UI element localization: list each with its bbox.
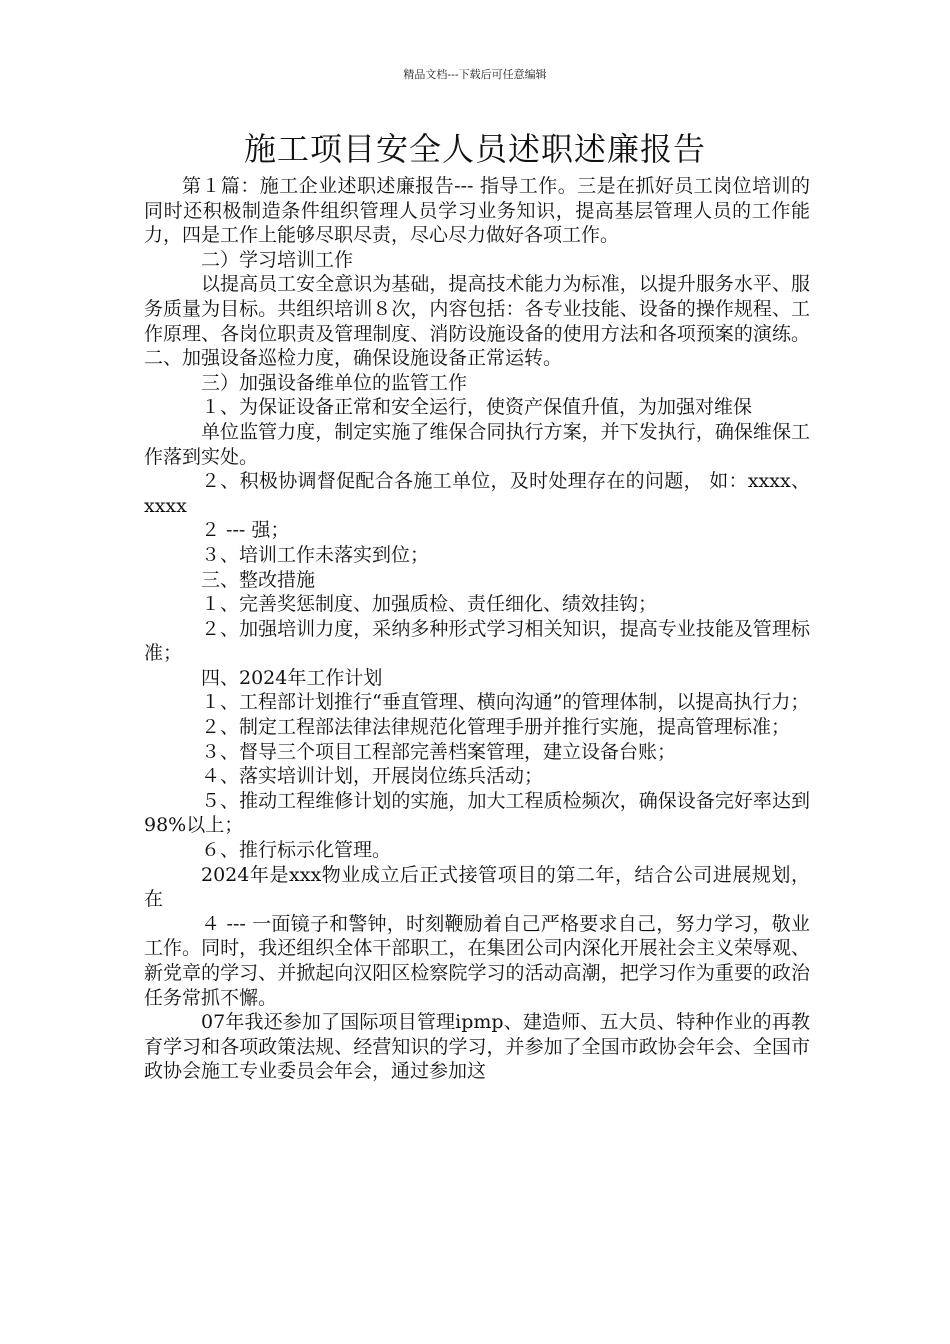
heading-plan: 四、2024年工作计划 <box>201 666 383 689</box>
paragraph-body: 2024年是xxx物业成立后正式接管项目的第二年，结合公司进展规划，在 <box>144 863 810 911</box>
paragraph-item: ５、推动工程维修计划的实施，加大工程质检频次，确保设备完好率达到98%以上； <box>144 789 810 837</box>
paragraph-item: １、完善奖惩制度、加强质检、责任细化、绩效挂钩； <box>201 593 658 616</box>
header-note: 精品文档---下载后可任意编辑 <box>403 68 547 81</box>
paragraph-item: ２ --- 强； <box>201 519 290 542</box>
document-title: 施工项目安全人员述职述廉报告 <box>243 130 706 168</box>
paragraph-item: ２、积极协调督促配合各施工单位，及时处理存在的问题， 如：xxxx、xxxx <box>144 470 810 517</box>
paragraph-intro: 第１篇：施工企业述职述廉报告--- 指导工作。三是在抓好员工岗位培训的同时还积极制造条件组织管理人员学习业务知识，提高基层管理人员的工作能力，四是工作上能够尽职尽责，尽心尽力做好各项工作。 <box>144 175 810 247</box>
paragraph-item: ２、加强培训力度，采纳多种形式学习相关知识，提高专业技能及管理标准； <box>144 617 810 665</box>
document-body <box>144 174 810 1084</box>
paragraph-item: ６、推行标示化管理。 <box>201 839 392 862</box>
paragraph-item: ３、督导三个项目工程部完善档案管理，建立设备台账； <box>201 740 677 763</box>
paragraph-item: 单位监管力度，制定实施了维保合同执行方案，并下发执行，确保维保工作落到实处。 <box>144 420 810 468</box>
heading-measures: 三、整改措施 <box>201 568 316 591</box>
paragraph-body: 07年我还参加了国际项目管理ipmp、建造师、五大员、特种作业的再教育学习和各项政策法规、经营知识的学习，并参加了全国市政协会年会、全国市政协会施工专业委员会年会，通过参加这 <box>144 1011 810 1083</box>
paragraph-item: ２、制定工程部法律法律规范化管理手册并推行实施，提高管理标准； <box>201 716 791 739</box>
paragraph-item: ４、落实培训计划，开展岗位练兵活动； <box>201 765 544 788</box>
heading-training: 二）学习培训工作 <box>201 248 354 271</box>
paragraph-item: ３、培训工作未落实到位； <box>201 543 430 566</box>
paragraph-body: ４ --- 一面镜子和警钟，时刻鞭励着自己严格要求自己，努力学习，敬业工作。同时，我还组织全体干部职工，在集团公司内深化开展社会主义荣辱观、新党章的学习、并掀起向汉阳区检察院学习的活动高潮，把学习作为重要的政治任务常抓不懈。 <box>144 912 810 1009</box>
heading-supervision: 三）加强设备维单位的监管工作 <box>201 371 468 394</box>
paragraph-training: 以提高员工安全意识为基础，提高技术能力为标准，以提升服务水平、服务质量为目标。共组织培训８次，内容包括：各专业技能、设备的操作规程、工作原理、各岗位职责及管理制度、消防设施设备的使用方法和各项预案的演练。二、加强设备巡检力度，确保设施设备正常运转。 <box>144 273 810 370</box>
paragraph-item: １、为保证设备正常和安全运行，使资产保值升值，为加强对维保 <box>201 396 753 419</box>
paragraph-item: １、工程部计划推行“垂直管理、横向沟通”的管理体制，以提高执行力； <box>201 691 810 714</box>
